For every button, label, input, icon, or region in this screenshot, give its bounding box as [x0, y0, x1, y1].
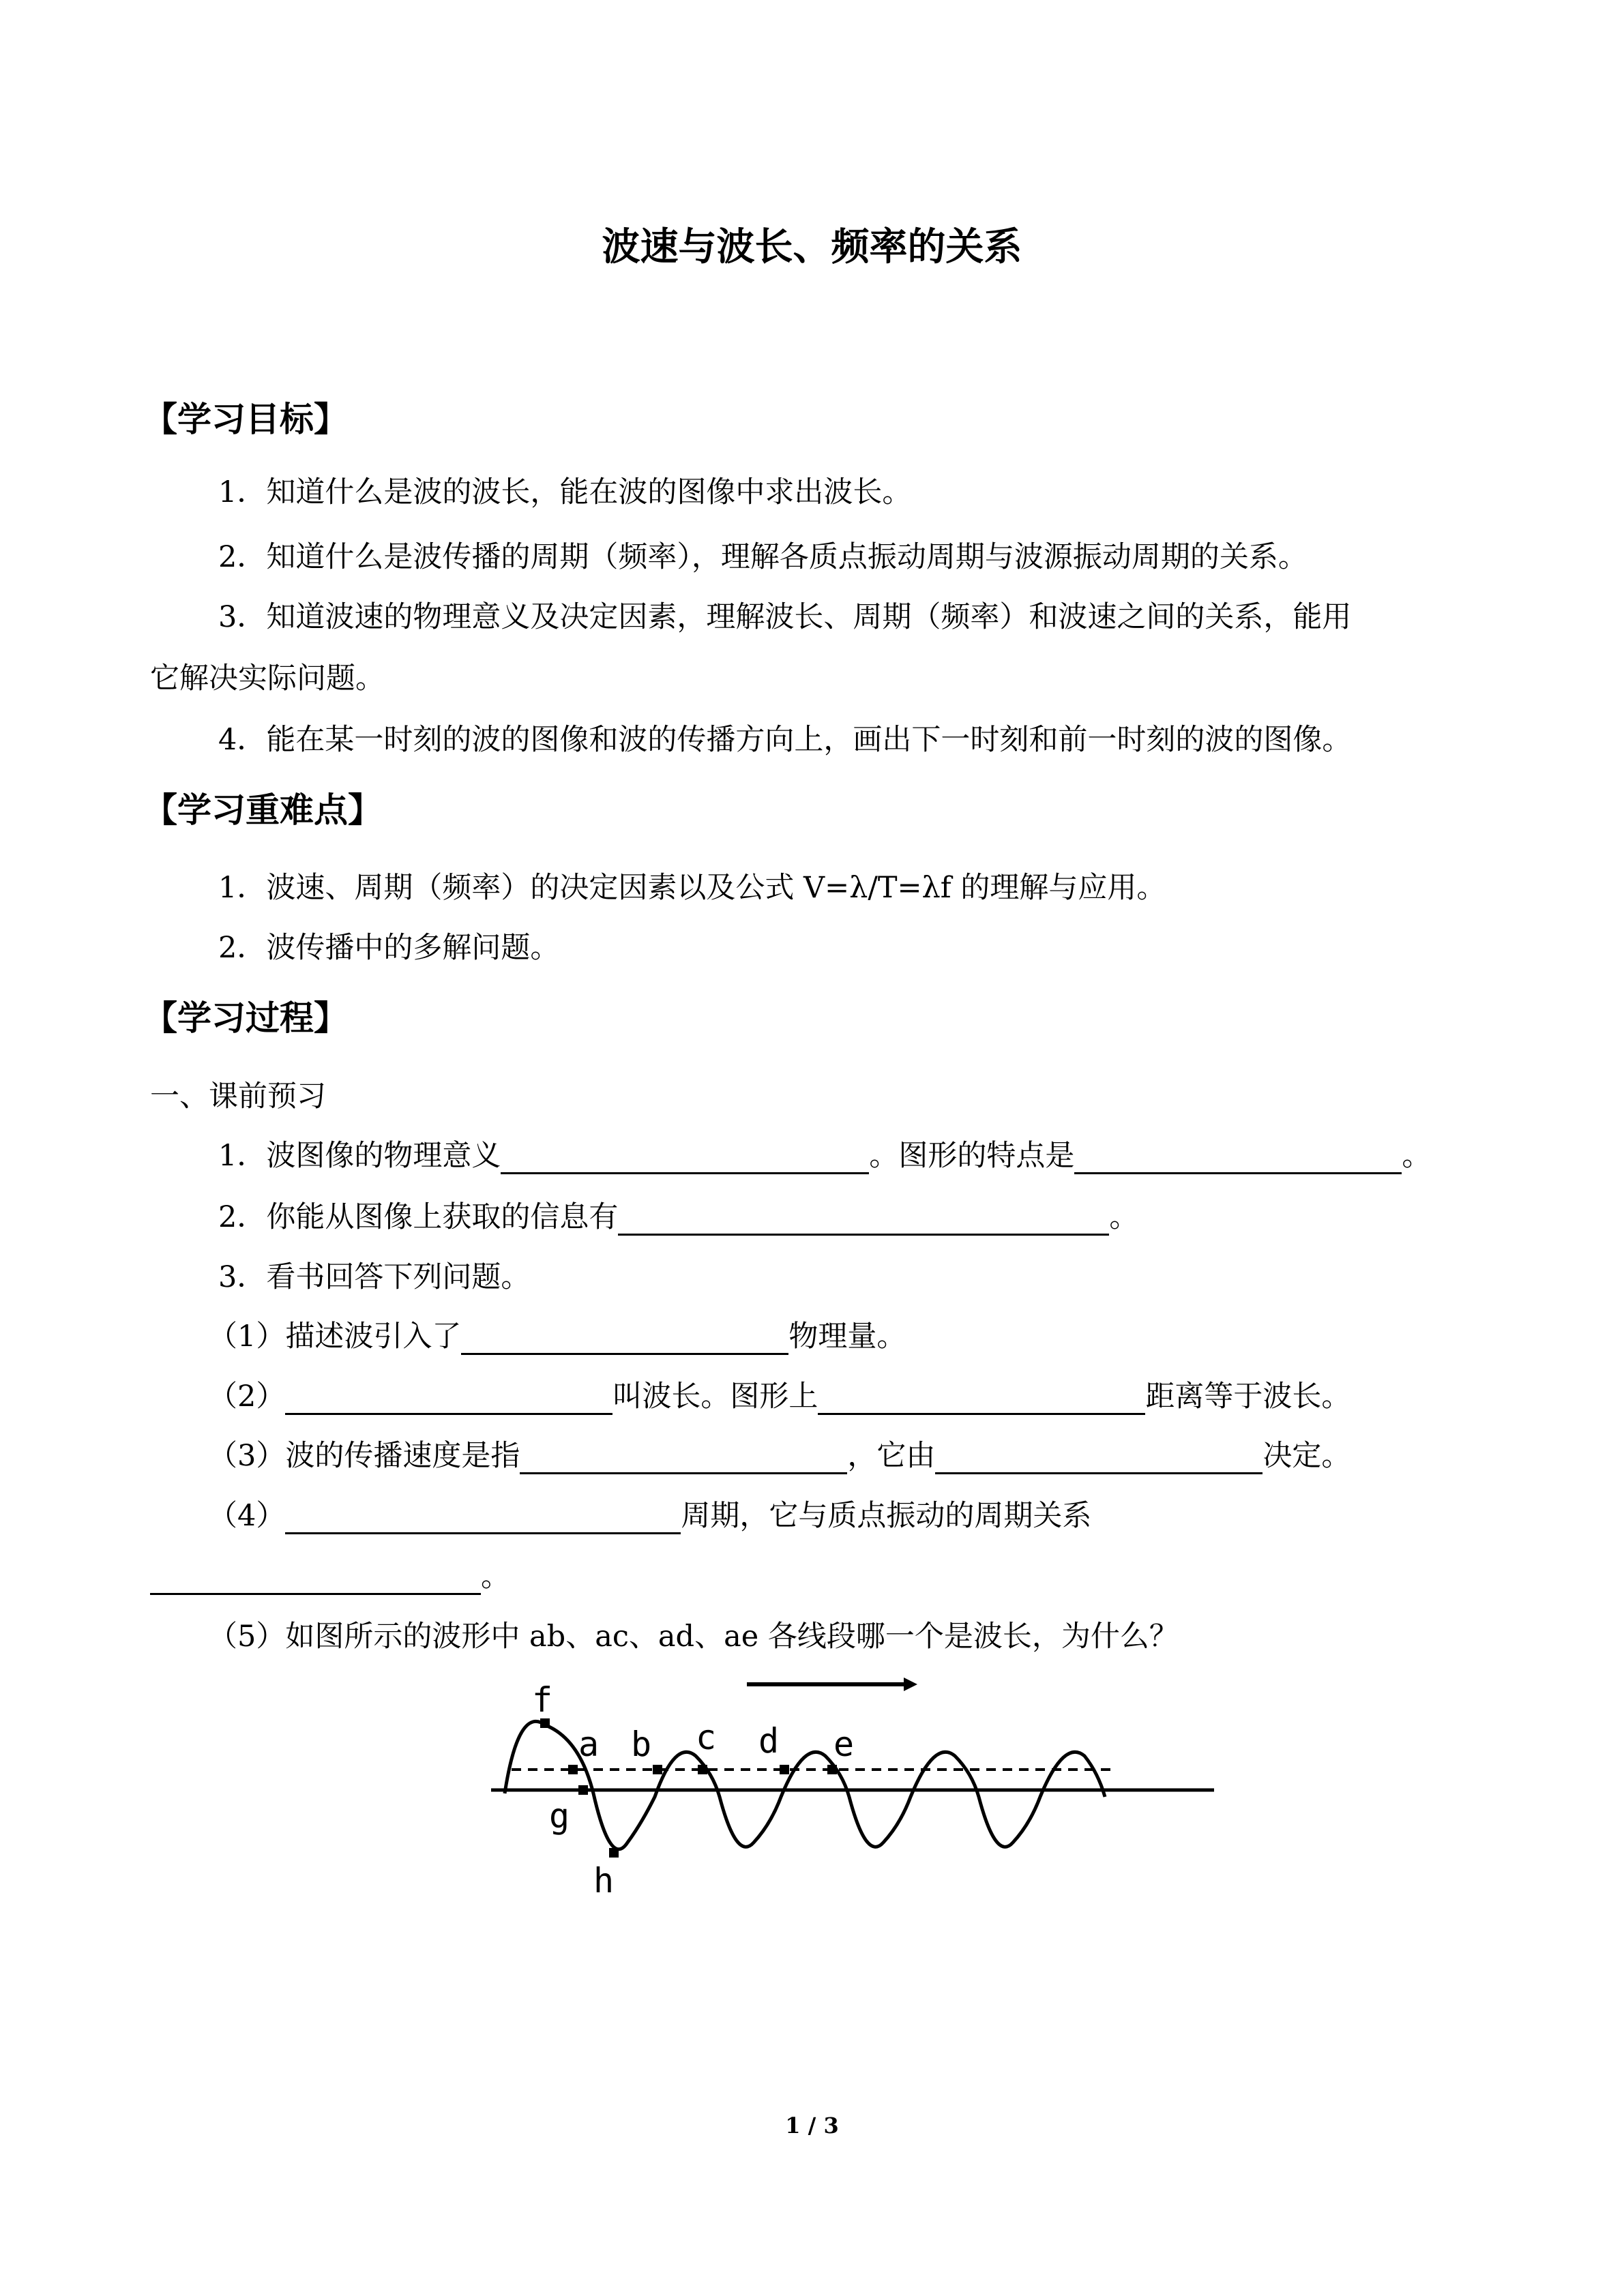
- question-3: 3．看书回答下列问题。: [218, 1260, 531, 1294]
- label-b: b: [631, 1725, 652, 1764]
- answer-blank[interactable]: [461, 1322, 788, 1355]
- label-e: e: [833, 1725, 855, 1764]
- label-f: f: [532, 1680, 553, 1720]
- process-heading: 【学习过程】: [143, 998, 348, 1038]
- question-3-1: （1）描述波引入了 物理量。: [208, 1320, 906, 1354]
- point-marker: [698, 1765, 707, 1774]
- label-a: a: [578, 1725, 600, 1764]
- question-3-4-cont: 。: [150, 1560, 510, 1595]
- preview-subheading: 一、课前预习: [150, 1079, 326, 1114]
- answer-blank[interactable]: [150, 1562, 481, 1595]
- point-marker: [578, 1785, 588, 1795]
- label-c: c: [696, 1718, 717, 1757]
- point-marker: [568, 1765, 578, 1774]
- answer-blank[interactable]: [501, 1141, 869, 1174]
- goals-heading: 【学习目标】: [143, 400, 348, 439]
- page-title: 波速与波长、频率的关系: [602, 225, 1022, 269]
- answer-blank[interactable]: [618, 1202, 1109, 1236]
- goal-item-1: 1．知道什么是波的波长，能在波的图像中求出波长。: [218, 475, 912, 509]
- page-number: 1 / 3: [785, 2113, 839, 2138]
- label-h: h: [593, 1861, 615, 1900]
- point-marker: [609, 1848, 619, 1858]
- question-1: 1．波图像的物理意义 。图形的特点是 。: [218, 1139, 1432, 1173]
- point-marker: [827, 1765, 837, 1774]
- keypoint-item-2: 2．波传播中的多解问题。: [218, 931, 560, 965]
- question-2: 2．你能从图像上获取的信息有 。: [218, 1200, 1139, 1234]
- question-3-4: （4） 周期，它与质点振动的周期关系: [208, 1499, 1092, 1533]
- wave-figure: [477, 1664, 1228, 1909]
- goal-item-4: 4．能在某一时刻的波的图像和波的传播方向上，画出下一时刻和前一时刻的波的图像。: [218, 723, 1352, 757]
- keypoint-item-1: 1．波速、周期（频率）的决定因素以及公式 V=λ/T=λf 的理解与应用。: [218, 871, 1166, 905]
- arrow-head: [904, 1678, 917, 1691]
- goal-item-3-cont: 它解决实际问题。: [150, 661, 385, 696]
- question-3-2: （2） 叫波长。图形上 距离等于波长。: [208, 1380, 1351, 1414]
- keypoints-heading: 【学习重难点】: [143, 790, 382, 830]
- question-3-5: （5）如图所示的波形中 ab、ac、ad、ae 各线段哪一个是波长，为什么？: [208, 1620, 1179, 1654]
- answer-blank[interactable]: [285, 1501, 681, 1534]
- answer-blank[interactable]: [1074, 1141, 1402, 1174]
- point-marker: [653, 1765, 662, 1774]
- label-d: d: [758, 1721, 780, 1761]
- answer-blank[interactable]: [520, 1441, 847, 1474]
- goal-item-2: 2．知道什么是波传播的周期（频率），理解各质点振动周期与波源振动周期的关系。: [218, 540, 1308, 574]
- question-3-3: （3）波的传播速度是指 ，它由 决定。: [208, 1439, 1351, 1473]
- label-g: g: [549, 1796, 570, 1836]
- answer-blank[interactable]: [818, 1382, 1145, 1415]
- point-marker: [780, 1765, 789, 1774]
- goal-item-3: 3．知道波速的物理意义及决定因素，理解波长、周期（频率）和波速之间的关系，能用: [218, 600, 1352, 634]
- point-marker: [540, 1718, 550, 1728]
- answer-blank[interactable]: [935, 1441, 1263, 1474]
- answer-blank[interactable]: [285, 1382, 612, 1415]
